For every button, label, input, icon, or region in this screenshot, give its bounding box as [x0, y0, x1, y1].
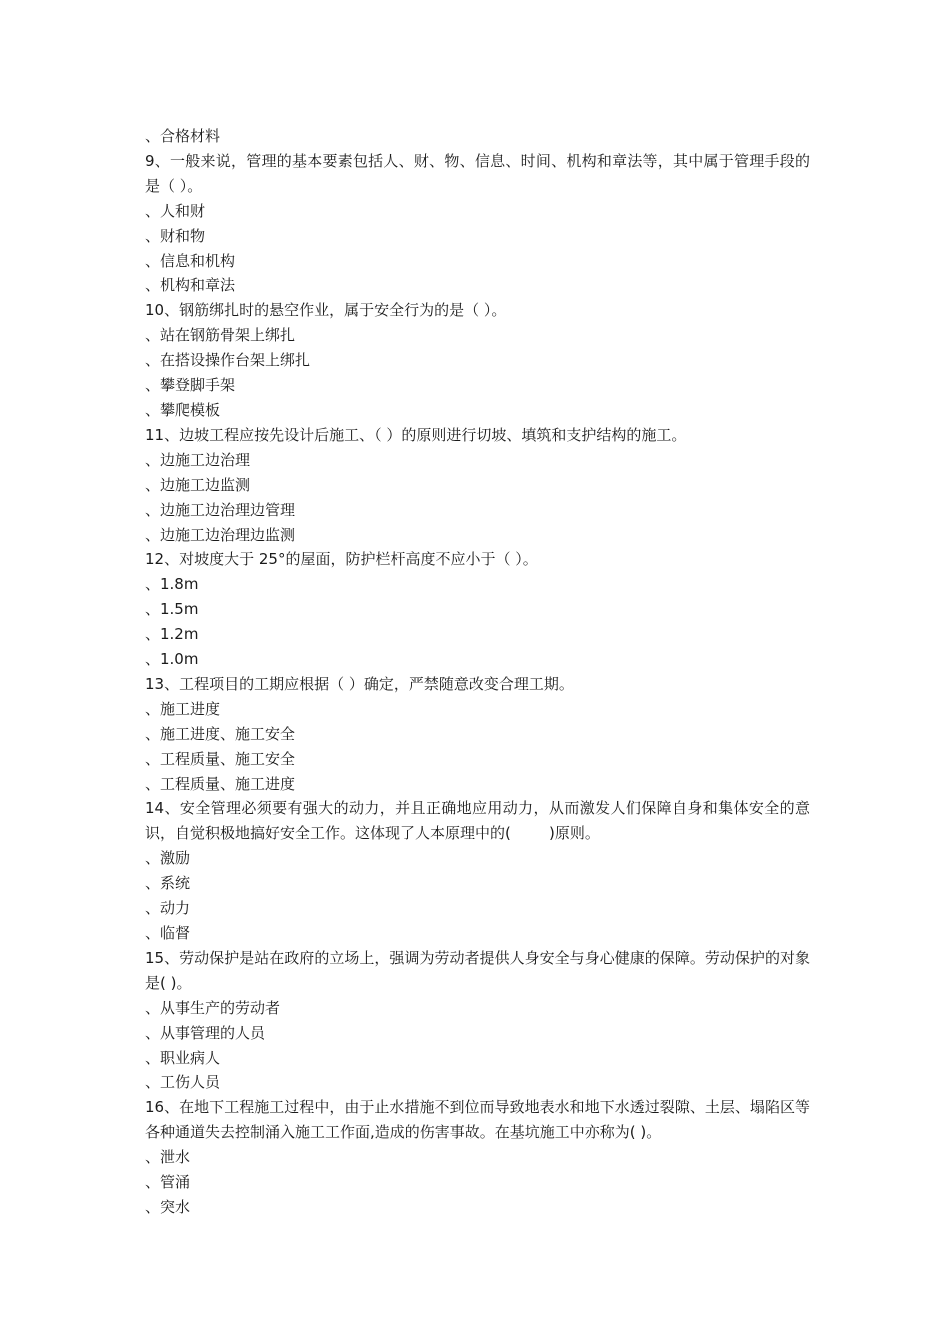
- question-text: 16、在地下工程施工过程中，由于止水措施不到位而导致地表水和地下水透过裂隙、土层、塌陷区等各种通道失去控制涌入施工工作面,造成的伤害事故。在基坑施工中亦称为( )。: [145, 1098, 810, 1142]
- document-body: [145, 124, 810, 1220]
- question-text: 14、安全管理必须要有强大的动力，并且正确地应用动力，从而激发人们保障自身和集体安全的意识，自觉积极地搞好安全工作。这体现了人本原理中的( )原则。: [145, 799, 810, 843]
- answer-option: 、系统: [145, 874, 191, 893]
- answer-option: 、泄水: [145, 1148, 191, 1167]
- answer-option: 、在搭设操作台架上绑扎: [145, 351, 311, 370]
- answer-option: 、攀登脚手架: [145, 376, 236, 395]
- answer-option: 、突水: [145, 1197, 191, 1216]
- question-text: 10、钢筋绑扎时的悬空作业，属于安全行为的是（ ）。: [145, 301, 507, 320]
- answer-option: 、临督: [145, 924, 191, 942]
- answer-option: 、财和物: [145, 226, 206, 245]
- answer-option: 、边施工边治理边监测: [145, 525, 296, 544]
- question-text: 11、边坡工程应按先设计后施工、（ ）的原则进行切坡、填筑和支护结构的施工。: [145, 425, 687, 444]
- answer-option: 、边施工边监测: [145, 475, 251, 494]
- question-text: 12、对坡度大于 25°的屋面，防护栏杆高度不应小于（ ）。: [145, 550, 538, 569]
- answer-option: 、边施工边治理边管理: [145, 500, 296, 519]
- answer-option: 、工伤人员: [145, 1073, 221, 1092]
- question-text: 15、劳动保护是站在政府的立场上，强调为劳动者提供人身安全与身心健康的保障。劳动保护的对象是( )。: [145, 948, 810, 992]
- answer-option: 、管涌: [145, 1173, 191, 1192]
- answer-option: 、从事管理的人员: [145, 1023, 266, 1042]
- answer-option: 、职业病人: [145, 1048, 221, 1067]
- answer-option: 、激励: [145, 849, 191, 868]
- answer-option: 、工程质量、施工安全: [145, 749, 296, 768]
- question-text: 9、一般来说，管理的基本要素包括人、财、物、信息、时间、机构和章法等，其中属于管理手段的是（ ）。: [145, 151, 810, 195]
- answer-option: 、合格材料: [145, 127, 221, 145]
- answer-option: 、1.0m: [145, 650, 199, 669]
- answer-option: 、施工进度: [145, 699, 221, 718]
- answer-option: 、从事生产的劳动者: [145, 998, 281, 1017]
- answer-option: 、边施工边治理: [145, 450, 251, 469]
- answer-option: 、信息和机构: [145, 251, 236, 270]
- answer-option: 、1.5m: [145, 600, 199, 619]
- answer-option: 、施工进度、施工安全: [145, 724, 296, 743]
- answer-option: 、动力: [145, 899, 191, 918]
- question-text: 13、工程项目的工期应根据（ ）确定，严禁随意改变合理工期。: [145, 674, 574, 693]
- answer-option: 、1.2m: [145, 625, 199, 644]
- answer-option: 、攀爬模板: [145, 400, 221, 419]
- answer-option: 、工程质量、施工进度: [145, 774, 296, 793]
- answer-option: 、站在钢筋骨架上绑扎: [145, 326, 296, 345]
- answer-option: 、机构和章法: [145, 276, 236, 295]
- answer-option: 、人和财: [145, 201, 206, 220]
- answer-option: 、1.8m: [145, 575, 199, 594]
